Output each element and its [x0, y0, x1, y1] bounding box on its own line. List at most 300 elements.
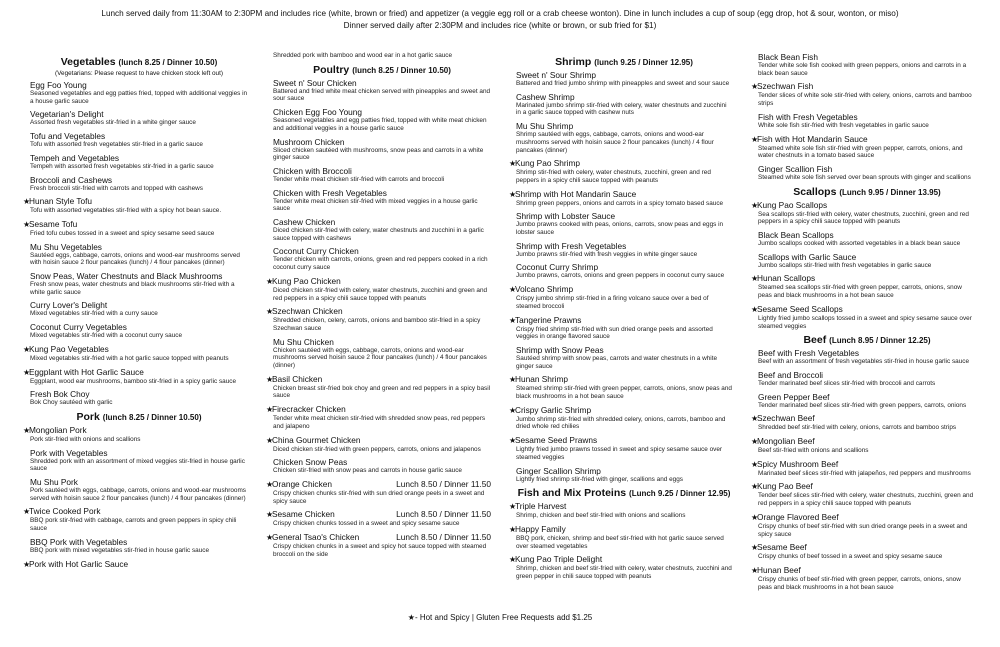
menu-item-name-row	[758, 348, 976, 358]
menu-item-name: Kung Pao Triple Delight	[515, 554, 603, 565]
menu-item-name: Sweet n' Sour Shrimp	[516, 70, 596, 80]
section-price: (lunch 8.25 / Dinner 10.50)	[118, 58, 218, 67]
menu-item	[273, 166, 491, 184]
menu-item-name-row	[30, 300, 248, 310]
menu-item-description: Tender marinated beef slices stir-fried with broccoli and carrots	[758, 379, 936, 387]
menu-item-description: Lightly fried shrimp stir-fried with ginger, scallions and eggs	[516, 475, 683, 483]
menu-item-name-row	[30, 109, 248, 119]
menu-item-name: Hunan Shrimp	[515, 374, 569, 385]
menu-item	[758, 112, 976, 130]
menu-item-description: Shrimp sautéed with eggs, cabbage, carrots, onions and wood-ear mushrooms served with hoisin sauce 2 flour pancakes (lunch) / 4 flour pancakes (dinner)	[516, 131, 714, 154]
menu-item-description: Jumbo shrimp stir-fried with shredded celery, onions, carrots, bamboo and dried whole red chilies	[516, 415, 726, 431]
spicy-star-icon: ★	[751, 274, 759, 284]
menu-item-description: Crispy chicken chunks stir-fried with sun dried orange peels in a sweet and spicy sauce	[273, 489, 485, 505]
menu-item-name-row	[509, 554, 732, 565]
menu-item-name-row	[30, 322, 248, 332]
menu-item-description: Crispy fried shrimp stir-fried with sun dried orange peels and assorted veggies in orange flavored sauce	[516, 325, 713, 341]
menu-item-name-row	[30, 175, 248, 185]
menu-item-description: Tender chicken with carrots, onions, green and red peppers cooked in a rich coconut curry sauce	[273, 256, 488, 272]
menu-item-description: Tender white meat chicken stir-fried with carrots and broccoli	[273, 175, 445, 183]
menu-item-name: Coconut Curry Shrimp	[516, 262, 599, 273]
menu-item	[516, 121, 732, 154]
menu-item	[30, 242, 248, 267]
menu-item-name-row	[273, 78, 491, 88]
menu-item-name-row	[23, 196, 248, 207]
menu-item-name: BBQ Pork with Vegetables	[30, 536, 128, 547]
menu-item-name: Vegetarian's Delight	[30, 109, 104, 120]
spicy-star-icon: ★	[751, 565, 759, 575]
menu-item-name: China Gourmet Chicken	[272, 434, 361, 445]
menu-item-name: Happy Family	[515, 523, 566, 534]
menu-item-name-row	[516, 466, 732, 476]
section-title: Fish and Mix Proteins	[517, 487, 627, 500]
menu-item	[266, 434, 491, 454]
spicy-star-icon: ★	[509, 502, 517, 512]
menu-item-description: Beef with an assortment of fresh vegetables stir-fried in house garlic sauce	[758, 358, 969, 366]
section-heading	[30, 56, 248, 68]
menu-item-description: Assorted fresh vegetables stir-fried in a white ginger sauce	[30, 119, 196, 127]
menu-item-name: Hunan Scallops	[757, 273, 816, 284]
menu-item-name-row	[751, 511, 976, 523]
menu-item-name-row	[751, 436, 976, 447]
spicy-star-icon: ★	[23, 197, 31, 207]
spicy-star-icon: ★	[509, 436, 517, 446]
menu-item-name: General Tsao's Chicken	[272, 532, 360, 543]
menu-item-description: Beef stir-fried with onions and scallions	[758, 447, 869, 455]
menu-item-name-row	[509, 404, 732, 416]
menu-item	[751, 413, 976, 432]
menu-column-3	[509, 52, 732, 585]
menu-item-description: Chicken breast stir-fried bok choy and green and red peppers in a spicy basil sauce	[273, 384, 491, 400]
menu-item-name: Triple Harvest	[515, 501, 567, 512]
menu-item-description: Pork stir-fried with onions and scallions	[30, 435, 141, 443]
spicy-star-icon: ★	[509, 524, 517, 534]
menu-item-description: Jumbo prawns stir-fried with fresh veggies in white ginger sauce	[516, 250, 698, 258]
menu-item-description: Tender white meat chicken stir-fried with shredded snow peas, red peppers and jalapeno	[273, 415, 486, 430]
menu-item-description: Tender white sole fish cooked with green peppers, onions and carrots in a black bean sauce	[758, 62, 967, 77]
menu-item	[758, 230, 976, 248]
menu-item-name: Curry Lover's Delight	[30, 300, 108, 311]
menu-item-description: Shredded pork with an assortment of mixed veggies stir-fried in house garlic sauce	[30, 457, 245, 473]
section-title: Beef	[803, 334, 827, 347]
menu-item	[509, 523, 732, 550]
menu-item-description: Bok Choy sautéed with garlic	[30, 399, 113, 407]
section-title: Poultry	[313, 63, 350, 76]
menu-item-name-row	[751, 273, 976, 284]
section-heading	[273, 64, 491, 76]
spicy-star-icon: ★	[266, 533, 274, 543]
menu-item-description: Lightly fried jumbo scallops tossed in a sweet and spicy sesame sauce over steamed veggies	[758, 314, 972, 330]
menu-item	[30, 322, 248, 340]
spicy-star-icon: ★	[23, 507, 31, 517]
menu-item-name: Eggplant with Hot Garlic Sauce	[29, 366, 144, 377]
menu-item-description: Sea scallops stir-fried with celery, water chestnuts, zucchini, green and red peppers in a spicy chili sauce topped with peanuts	[758, 210, 969, 226]
menu-item	[273, 52, 491, 60]
menu-item-description: Mixed vegetables stir-fried with a coconut curry sauce	[30, 332, 183, 340]
menu-item	[751, 542, 976, 561]
menu-item-name-row	[751, 81, 976, 92]
menu-item-name-row	[751, 303, 976, 315]
menu-item-name: Shrimp with Fresh Vegetables	[516, 240, 627, 251]
menu-item-name: Sesame Tofu	[29, 218, 78, 229]
menu-item-name: Ginger Scallion Shrimp	[516, 465, 601, 476]
menu-item-name-row	[273, 188, 491, 198]
menu-item	[516, 345, 732, 370]
spicy-star-icon: ★	[509, 375, 517, 385]
menu-item-name: Broccoli and Cashews	[30, 174, 113, 185]
menu-item-name: Crispy Garlic Shrimp	[515, 404, 592, 415]
menu-item-description: BBQ pork with mixed vegetables stir-fried in house garlic sauce	[30, 546, 210, 554]
section-price: (Lunch 9.25 / Dinner 12.95)	[629, 489, 731, 499]
menu-item-name: Fish with Hot Mandarin Sauce	[757, 133, 868, 144]
menu-item-name-row	[273, 107, 491, 117]
menu-item-name-row	[23, 558, 248, 570]
menu-item	[751, 458, 976, 478]
menu-item-name-row	[516, 262, 732, 272]
menu-item-name: Kung Pao Vegetables	[29, 343, 109, 354]
menu-item-name-row	[516, 121, 732, 131]
menu-item-description: Seasoned vegetables and egg patties fried, topped with additional veggies in a house garlic sauce	[30, 90, 248, 105]
menu-item-name: Sesame Chicken	[272, 509, 335, 520]
menu-item	[23, 424, 248, 444]
menu-item	[751, 133, 976, 160]
menu-item	[509, 188, 732, 208]
menu-item-name-row	[509, 374, 732, 385]
section-title: Shrimp	[555, 56, 592, 68]
menu-item-description: Marinated beef slices stir-fried with jalapeños, red peppers and mushrooms	[758, 469, 971, 477]
menu-item-description: Crispy chicken chunks in a sweet and spicy hot sauce topped with steamed broccoli on the side	[273, 543, 487, 558]
menu-header	[0, 8, 1000, 32]
spicy-star-icon: ★	[509, 555, 517, 565]
menu-item-description: Crispy jumbo shrimp stir-fried in a firing volcano sauce over a bed of steamed broccoli	[516, 295, 709, 310]
spicy-star-icon: ★	[509, 189, 517, 199]
menu-item-name-row	[758, 164, 976, 174]
menu-item	[516, 211, 732, 236]
section-title: Vegetables	[60, 56, 116, 68]
menu-item	[273, 78, 491, 103]
menu-item-description: Crispy chunks of beef stir-fried with sun dried orange peels in a sweet and spicy sauce	[758, 522, 968, 538]
menu-item-description: Shrimp green peppers, onions and carrots in a spicy tomato based sauce	[516, 199, 724, 207]
menu-item-name: Sesame Seed Prawns	[515, 435, 598, 446]
menu-item	[509, 158, 732, 184]
spicy-star-icon: ★	[509, 159, 517, 169]
menu-item	[30, 153, 248, 171]
menu-item-name: Coconut Curry Vegetables	[30, 322, 127, 333]
menu-item	[30, 300, 248, 318]
dinner-info: Dinner served daily after 2:30PM and includes rice (white or brown, or sub fried for $1)	[343, 21, 657, 30]
spicy-star-icon: ★	[751, 482, 759, 492]
menu-item-name: Black Bean Scallops	[758, 230, 834, 241]
menu-item-description: Sautéed eggs, cabbage, carrots, onions and wood-ear mushrooms served with hoisin sauce 2 flour pancakes (lunch) / 4 flour pancakes (dinner)	[30, 251, 240, 267]
menu-item-name-row	[266, 478, 491, 490]
menu-item-name: Kung Pao Scallops	[757, 199, 828, 210]
menu-item-name: Green Pepper Beef	[758, 391, 830, 402]
menu-item-description: Sliced chicken sautéed with mushrooms, snow peas and carrots in a white ginger sauce	[273, 146, 484, 162]
menu-item	[751, 511, 976, 538]
menu-item-description: Jumbo prawns cooked with peas, onions, carrots, snow peas and eggs in lobster sauce	[516, 221, 724, 237]
menu-item-name-row	[273, 337, 491, 347]
menu-item-name-row	[30, 389, 248, 399]
menu-item-name-row	[509, 188, 732, 200]
menu-item-name-row	[273, 457, 491, 467]
menu-item-name: Beef with Fresh Vegetables	[758, 348, 860, 359]
menu-item-name-row	[516, 241, 732, 251]
menu-item	[273, 457, 491, 475]
spicy-star-icon: ★	[751, 437, 759, 447]
menu-item	[266, 532, 491, 558]
menu-item	[516, 92, 732, 117]
menu-item-description: Eggplant, wood ear mushrooms, bamboo stir-fried in a spicy garlic sauce	[30, 377, 237, 385]
menu-footer: ★- Hot and Spicy | Gluten Free Requests add $1.25	[407, 613, 593, 622]
menu-item	[23, 506, 248, 533]
section-heading	[516, 56, 732, 68]
menu-item-description: Mixed vegetables stir-fried with a hot garlic sauce topped with peanuts	[30, 354, 229, 362]
menu-item-name: Scallops with Garlic Sauce	[758, 251, 857, 262]
menu-item	[23, 196, 248, 215]
menu-item-description: Steamed sea scallops stir-fried with green pepper, carrots, onions, snow peas and black mushrooms in a hot bean sauce	[758, 284, 962, 300]
spicy-star-icon: ★	[266, 510, 274, 520]
menu-item-name: Mongolian Beef	[757, 436, 815, 447]
spicy-star-icon: ★	[751, 200, 759, 210]
menu-item-name-row	[30, 80, 248, 90]
menu-item-name: Mu Shu Shrimp	[516, 121, 574, 132]
spicy-star-icon: ★	[23, 559, 31, 569]
menu-item-name-row	[30, 153, 248, 163]
menu-item	[516, 262, 732, 280]
section-price: (Lunch 9.95 / Dinner 13.95)	[839, 187, 941, 197]
menu-item-name-row	[758, 112, 976, 122]
menu-item	[509, 435, 732, 461]
menu-item-name-row	[30, 448, 248, 458]
menu-item	[751, 273, 976, 300]
spicy-star-icon: ★	[266, 307, 274, 317]
menu-item-name: Pork with Hot Garlic Sauce	[29, 558, 129, 569]
menu-item-description: Crispy chunks of beef stir-fried with green pepper, carrots, onions, snow peas and black mushrooms in a hot bean sauce	[758, 575, 961, 591]
menu-item	[758, 252, 976, 270]
menu-item	[30, 389, 248, 407]
menu-item	[509, 374, 732, 401]
section-title: Pork	[76, 410, 100, 423]
menu-item	[30, 80, 248, 105]
spicy-star-icon: ★	[266, 405, 274, 415]
menu-item-description: Fried tofu cubes tossed in a sweet and spicy sesame seed sauce	[30, 229, 215, 237]
menu-item-name-row	[509, 284, 732, 295]
menu-item	[751, 199, 976, 226]
menu-item-name: Twice Cooked Pork	[29, 506, 101, 517]
menu-item	[266, 275, 491, 302]
menu-item-name-row	[266, 275, 491, 287]
menu-item-description: Tender slices of white sole stir-fried with celery, onions, carrots and bamboo strips	[758, 92, 972, 108]
menu-item-description: Shredded beef stir-fried with celery, onions, carrots and bamboo strips	[758, 424, 957, 432]
menu-item-name-row	[273, 217, 491, 227]
menu-item-description: Tofu with assorted fresh vegetables stir-fried in a garlic sauce	[30, 141, 203, 149]
menu-item-description: Battered and fried jumbo shrimp with pineapples and sweet and sour sauce	[516, 80, 730, 87]
menu-item-price: Lunch 8.50 / Dinner 11.50	[396, 509, 491, 520]
spicy-star-icon: ★	[509, 315, 517, 325]
menu-item	[30, 448, 248, 473]
spicy-star-icon: ★	[266, 479, 274, 489]
section-heading	[758, 334, 976, 346]
menu-item-description: Tempeh with assorted fresh vegetables stir-fried in a garlic sauce	[30, 162, 214, 170]
menu-item-name: Fresh Bok Choy	[30, 389, 90, 400]
menu-item-name-row	[266, 404, 491, 415]
menu-item-name: Kung Pao Beef	[757, 481, 813, 492]
menu-item-name: Kung Pao Chicken	[272, 275, 341, 286]
spicy-star-icon: ★	[23, 367, 31, 377]
menu-item-description: Tender white meat chicken stir-fried with mixed veggies in a house garlic sauce	[273, 197, 478, 213]
menu-item-description: Shredded chicken, celery, carrots, onions and bamboo stir-fried in a spicy Szechwan sauce	[273, 317, 481, 332]
menu-item	[30, 477, 248, 502]
menu-item-name-row	[758, 230, 976, 240]
menu-item	[30, 175, 248, 193]
spicy-star-icon: ★	[509, 285, 517, 295]
menu-item-name-row	[509, 435, 732, 446]
menu-item	[30, 537, 248, 555]
menu-item-name-row	[758, 392, 976, 402]
menu-item-name-row	[266, 434, 491, 446]
menu-item	[23, 218, 248, 238]
section-price: (lunch 8.25 / Dinner 10.50)	[102, 412, 202, 422]
menu-item-name: Cashew Shrimp	[516, 91, 575, 102]
menu-item	[273, 137, 491, 162]
menu-item	[758, 52, 976, 77]
menu-item	[758, 164, 976, 182]
menu-item-description: Fresh broccoli stir-fried with carrots and topped with cashews	[30, 184, 203, 192]
menu-item-name-row	[758, 252, 976, 262]
menu-item	[273, 217, 491, 242]
menu-item-description: Marinated jumbo shrimp stir-fried with celery, water chestnuts and zucchini in a garlic sauce topped with cashew nuts	[516, 101, 727, 117]
menu-item-name: Shrimp with Snow Peas	[516, 344, 604, 355]
section-price: (lunch 8.25 / Dinner 10.50)	[352, 65, 451, 75]
menu-item-name: Spicy Mushroom Beef	[757, 458, 839, 469]
menu-item-name: Basil Chicken	[272, 373, 323, 384]
menu-item-name: Mongolian Pork	[29, 424, 87, 435]
menu-item-name-row	[30, 477, 248, 487]
menu-item	[758, 348, 976, 366]
spicy-star-icon: ★	[23, 425, 31, 435]
menu-item-description: Jumbo scallops stir-fried with fresh vegetables in garlic sauce	[758, 261, 932, 269]
menu-item-name: Mu Shu Pork	[30, 477, 78, 488]
menu-item-description: Jumbo prawns, carrots, onions and green peppers in coconut curry sauce	[516, 272, 725, 280]
menu-item-name-row	[30, 537, 248, 547]
spicy-star-icon: ★	[509, 405, 517, 415]
menu-item-name-row	[509, 523, 732, 535]
menu-item	[23, 343, 248, 363]
menu-item-name-row	[23, 506, 248, 517]
spicy-star-icon: ★	[23, 344, 31, 354]
menu-item-description: Shrimp, chicken and beef stir-fried with celery, water chestnuts, zucchini and green pepper in chili sauce topped with peanuts	[516, 565, 732, 581]
menu-item-description: Steamed white sole fish stir-fried with green pepper, carrots, onions, and water chestnuts in a tomato based sauce	[758, 144, 963, 160]
menu-item-price: Lunch 8.50 / Dinner 11.50	[396, 478, 491, 489]
menu-item	[509, 314, 732, 341]
spicy-star-icon: ★	[751, 414, 759, 424]
menu-item-name: Snow Peas, Water Chestnuts and Black Mushrooms	[30, 271, 223, 282]
menu-item-name: Beef and Broccoli	[758, 369, 824, 380]
menu-item-name-row	[516, 70, 732, 80]
spicy-star-icon: ★	[23, 219, 31, 229]
menu-item-description: Fresh snow peas, water chestnuts and black mushrooms stir-fried with a white garlic sauce	[30, 281, 235, 296]
menu-item	[751, 564, 976, 591]
menu-item	[509, 501, 732, 520]
menu-item	[509, 284, 732, 310]
menu-item-name: Sesame Seed Scallops	[757, 303, 843, 314]
menu-item	[273, 188, 491, 213]
menu-item-name-row	[516, 92, 732, 102]
menu-item-name: Sesame Beef	[757, 542, 807, 553]
menu-item	[751, 81, 976, 108]
menu-item	[23, 558, 248, 570]
menu-item-description: Shrimp, chicken and beef stir-fried with onions and scallions	[516, 512, 686, 520]
menu-item-name-row	[509, 158, 732, 169]
menu-item-name-row	[751, 413, 976, 424]
menu-item-name: Hunan Beef	[757, 564, 801, 575]
menu-item-description: Diced chicken stir-fried with green peppers, carrots, onions and jalapenos	[273, 445, 481, 453]
menu-item-name: Shrimp with Hot Mandarin Sauce	[515, 188, 637, 199]
menu-item	[266, 306, 491, 332]
spicy-star-icon: ★	[266, 435, 274, 445]
menu-item-description: Crispy chunks of beef tossed in a sweet and spicy sesame sauce	[758, 553, 943, 561]
menu-item-name-row	[509, 501, 732, 512]
menu-item-description: Pork sautéed with eggs, cabbage, carrots, onions and wood-ear mushrooms served with hoisin sauce 2 flour pancakes (lunch) / 4 flour pancakes (dinner)	[30, 487, 246, 502]
menu-item	[516, 241, 732, 259]
menu-item	[751, 481, 976, 508]
menu-item-name-row	[758, 370, 976, 380]
menu-item-name-row	[273, 246, 491, 256]
menu-item-name-row	[23, 343, 248, 355]
menu-item-description: Diced chicken stir-fried with celery, water chestnuts and zucchini in a garlic sauce topped with cashews	[273, 227, 484, 242]
spicy-star-icon: ★	[751, 543, 759, 553]
menu-item-description: Chicken stir-fried with snow peas and carrots in house garlic sauce	[273, 467, 462, 475]
menu-item-description: Shredded pork with bamboo and wood ear in a hot garlic sauce	[273, 52, 453, 59]
menu-item-name-row	[751, 458, 976, 470]
menu-item-name-row	[266, 532, 491, 543]
menu-item-name: Chicken Snow Peas	[273, 457, 348, 468]
menu-item-name-row	[751, 199, 976, 211]
menu-item-name: Orange Flavored Beef	[757, 511, 839, 522]
menu-item-name-row	[30, 271, 248, 281]
menu-item-description: Tofu with assorted vegetables stir-fried with a spicy hot bean sauce.	[30, 207, 222, 215]
menu-item	[30, 271, 248, 296]
menu-item-description: BBQ pork stir-fried with cabbage, carrots and green peppers in spicy chili sauce	[30, 517, 237, 533]
menu-item	[266, 404, 491, 430]
menu-item	[516, 466, 732, 484]
spicy-star-icon: ★	[751, 304, 759, 314]
menu-item-name-row	[516, 345, 732, 355]
menu-item-name: Kung Pao Shrimp	[515, 158, 581, 169]
menu-item-price: Lunch 8.50 / Dinner 11.50	[396, 532, 491, 543]
menu-item-description: Steamed shrimp stir-fried with green pepper, carrots, onions, snow peas and black mushrooms in a hot bean sauce	[516, 385, 732, 401]
menu-item-description: White sole fish stir-fried with fresh vegetables in garlic sauce	[758, 121, 929, 129]
menu-item	[273, 107, 491, 132]
spicy-star-icon: ★	[266, 276, 274, 286]
menu-item-name: Orange Chicken	[272, 478, 332, 489]
menu-item-description: Battered and fried white meat chicken served with pineapples and sweet and sour sauce	[273, 87, 491, 103]
menu-item-name-row	[30, 131, 248, 141]
section-heading	[30, 411, 248, 423]
menu-item-description: Crispy chicken chunks tossed in a sweet and spicy sesame sauce	[273, 520, 460, 528]
menu-item-description: Tender beef slices stir-fried with celery, water chestnuts, zucchini, green and red peppers in a spicy chili sauce topped with peanuts	[758, 492, 974, 508]
menu-item-name: Pork with Vegetables	[30, 447, 108, 458]
menu-item-description: Shrimp stir-fried with celery, water chestnuts, zucchini, green and red peppers in a spicy chili sauce topped with peanuts	[516, 169, 711, 184]
menu-item-name: Cashew Chicken	[273, 217, 336, 228]
section-price: (lunch 9.25 / Dinner 12.95)	[594, 58, 693, 67]
menu-item	[30, 109, 248, 127]
menu-item-name: Chicken with Fresh Vegetables	[273, 187, 387, 198]
menu-item-name-row	[266, 306, 491, 317]
menu-item-name-row	[273, 166, 491, 176]
menu-item-name-row	[266, 509, 491, 520]
menu-item-name: Coconut Curry Chicken	[273, 246, 359, 257]
